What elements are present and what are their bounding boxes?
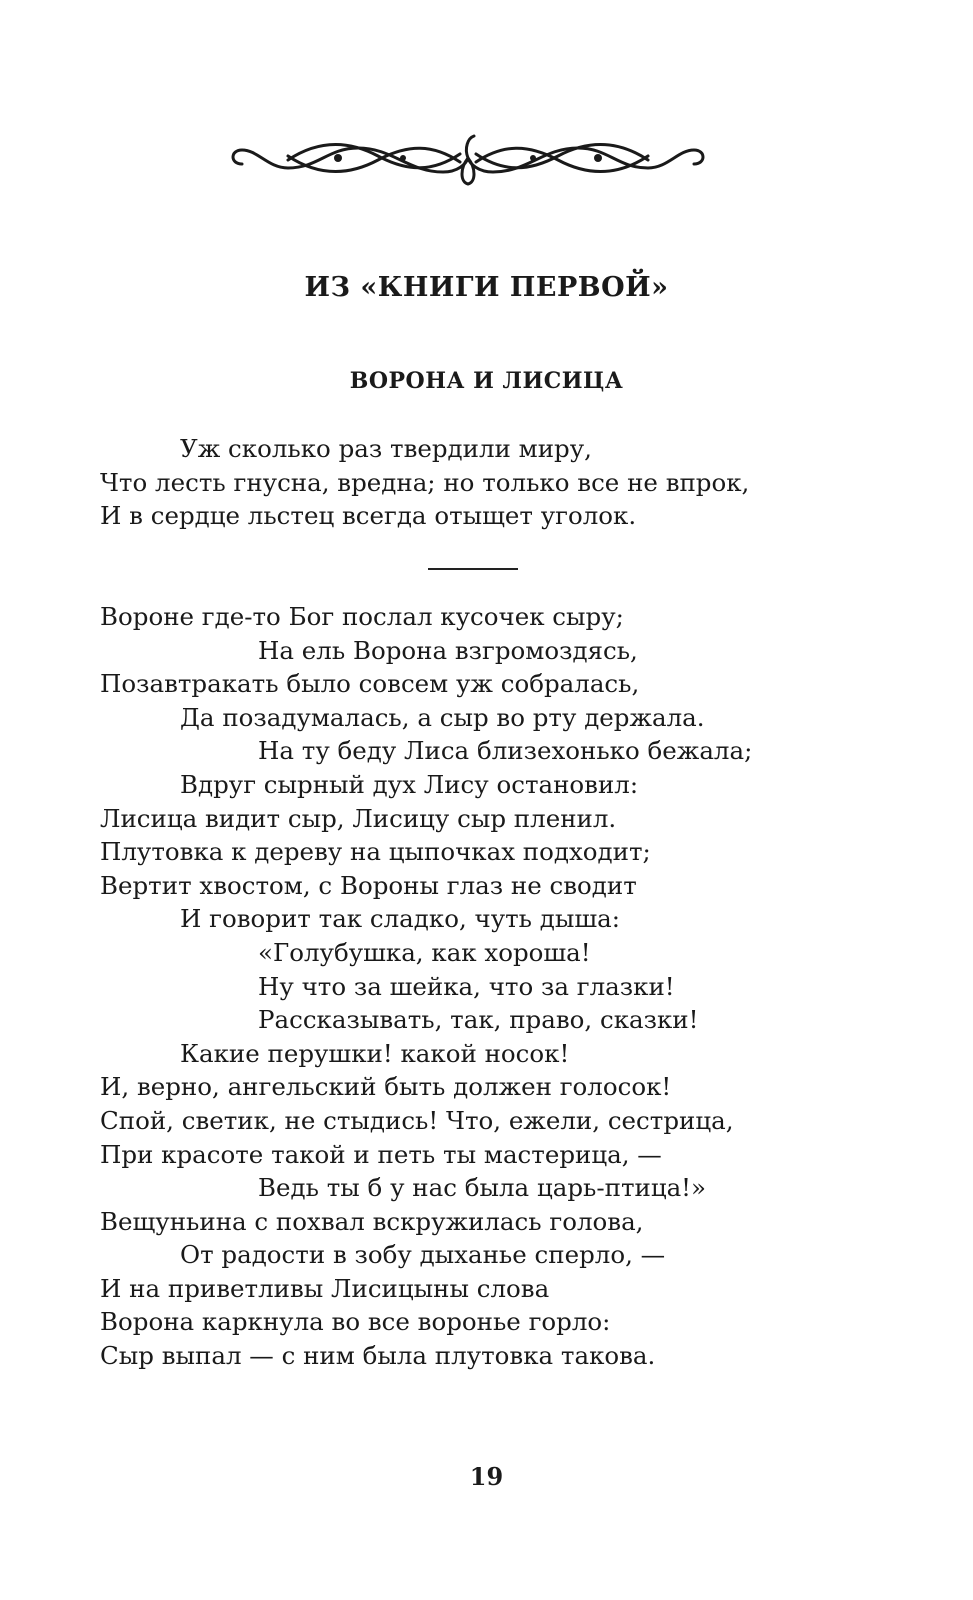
verse-line: Позавтракать было совсем уж собралась,: [100, 669, 640, 699]
verse-line: Ну что за шейка, что за глазки!: [258, 971, 675, 1001]
stanza-divider: [428, 568, 518, 570]
verse-line: И на приветливы Лисицыны слова: [100, 1273, 550, 1303]
section-title: ИЗ «КНИГИ ПЕРВОЙ»: [304, 272, 669, 303]
verse-line: И, верно, ангельский быть должен голосок!: [100, 1072, 672, 1102]
verse-line: Спой, светик, не стыдись! Что, ежели, сестрица,: [100, 1105, 734, 1135]
page-number: 19: [469, 1462, 504, 1491]
verse-line: Плутовка к дереву на цыпочках подходит;: [100, 837, 651, 867]
decorative-ornament: [228, 128, 708, 192]
stanza-story: [100, 600, 752, 1373]
verse-line: От радости в зобу дыханье сперло, —: [180, 1240, 666, 1270]
verse-line: «Голубушка, как хороша!: [258, 937, 591, 967]
verse-line: Рассказывать, так, право, сказки!: [258, 1005, 699, 1035]
verse-line: Вертит хвостом, с Вороны глаз не сводит: [100, 870, 637, 900]
verse-line: Какие перушки! какой носок!: [180, 1038, 570, 1068]
verse-line: Сыр выпал — с ним была плутовка такова.: [100, 1341, 656, 1371]
verse-line: Вороне где-то Бог послал кусочек сыру;: [100, 602, 624, 631]
poem-title: ВОРОНА И ЛИСИЦА: [349, 368, 624, 394]
verse-line: Ведь ты б у нас была царь-птица!»: [258, 1173, 707, 1203]
verse-line: При красоте такой и петь ты мастерица, —: [100, 1139, 662, 1169]
verse-line: И в сердце льстец всегда отыщет уголок.: [100, 501, 637, 531]
verse-line: Да позадумалась, а сыр во рту держала.: [180, 702, 705, 732]
verse-line: Вдруг сырный дух Лису остановил:: [180, 769, 639, 799]
verse-line: И говорит так сладко, чуть дыша:: [180, 904, 621, 934]
verse-line: Лисица видит сыр, Лисицу сыр пленил.: [100, 803, 617, 833]
verse-line: Ворона каркнула во все воронье горло:: [100, 1307, 611, 1337]
verse-line: Что лесть гнусна, вредна; но только все не впрок,: [100, 467, 750, 497]
verse-line: На ту беду Лиса близехонько бежала;: [258, 736, 753, 766]
stanza-moral: [100, 432, 749, 533]
verse-line: Вещуньина с похвал вскружилась голова,: [100, 1206, 644, 1236]
verse-line: На ель Ворона взгромоздясь,: [258, 635, 638, 665]
verse-line: Уж сколько раз твердили миру,: [180, 434, 592, 463]
